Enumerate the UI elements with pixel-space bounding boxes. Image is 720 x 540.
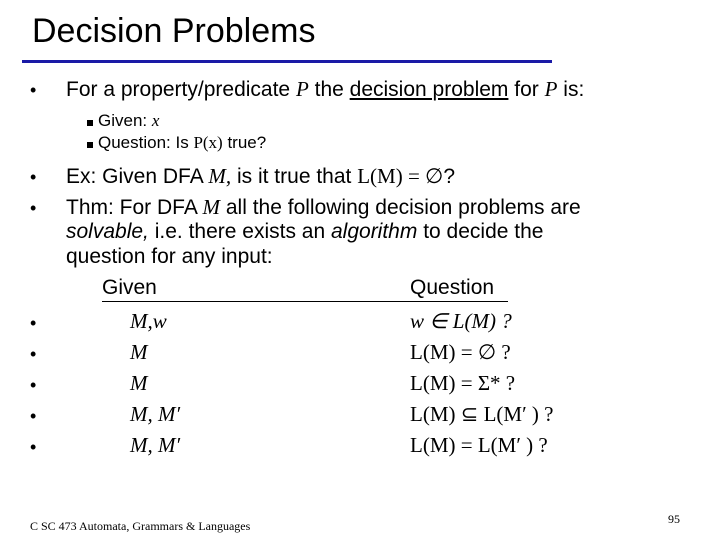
sub-bullet-question [98,133,266,153]
row-question: L(M) = ∅ ? [410,340,511,364]
bullet-marker: • [30,198,37,218]
row-question: w ∈ L(M) ? [410,309,512,333]
sub1-label: Given: [98,111,152,130]
header-underline [102,301,508,302]
sub2-suffix: true? [222,133,267,152]
slide-footer: C SC 473 Automata, Grammars & Languages [30,519,251,533]
bullet1-middle: the [308,78,350,101]
bullet1-for: for [508,78,545,101]
decision-problem-term: decision problem [349,78,509,101]
row-given: M [130,340,148,364]
var-m: M, [208,164,232,188]
expr-p-of-x: P(x) [193,133,223,152]
var-p: P [295,77,309,101]
page-number: 95 [668,512,680,526]
header-question: Question [410,276,495,299]
algorithm-term: algorithm [330,220,418,243]
solvable-term: solvable, [66,220,149,243]
row-given: M, M′ [130,402,181,426]
bullet2-prefix: Ex: Given DFA [66,165,209,188]
bullet-marker: • [30,406,37,426]
bullet-marker: • [30,80,37,100]
bullet-theorem-line1 [66,195,581,220]
header-given: Given [102,276,157,299]
row-question: L(M) ⊆ L(M′ ) ? [410,402,554,426]
slide-title: Decision Problems [32,12,316,50]
row-given: M,w [130,309,167,333]
var-p-2: P [544,77,558,101]
sub-bullet-marker [87,120,93,126]
bullet-marker: • [30,313,37,333]
row-given: M [130,371,148,395]
title-underline-rule [22,60,552,63]
bullet3-prefix: Thm: For DFA [66,196,203,219]
bullet-marker: • [30,437,37,457]
sub-bullet-given [98,111,159,131]
var-m-thm: M [202,195,221,219]
line2-middle: i.e. there exists an [148,220,331,243]
bullet-theorem-line2 [66,220,543,244]
bullet-marker: • [30,167,37,187]
bullet2-suffix: ? [443,165,456,188]
row-question: L(M) = Σ* ? [410,371,516,395]
bullet1-prefix: For a property/predicate [66,78,296,101]
bullet3-suffix: all the following decision problems are [220,196,581,219]
bullet-property-decision-problem [66,77,584,102]
bullet-marker: • [30,375,37,395]
bullet-marker: • [30,344,37,364]
bullet1-suffix: is: [557,78,585,101]
expr-empty-language: L(M) = ∅ [357,164,444,188]
bullet-theorem-line3: question for any input: [66,245,273,268]
sub-bullet-marker [87,142,93,148]
row-question: L(M) = L(M′ ) ? [410,433,548,457]
bullet-example [66,164,455,189]
var-x: x [151,111,160,130]
row-given: M, M′ [130,433,181,457]
line2-suffix: to decide the [417,220,544,243]
sub2-label: Question: Is [98,133,194,152]
bullet2-middle: is it true that [231,165,358,188]
